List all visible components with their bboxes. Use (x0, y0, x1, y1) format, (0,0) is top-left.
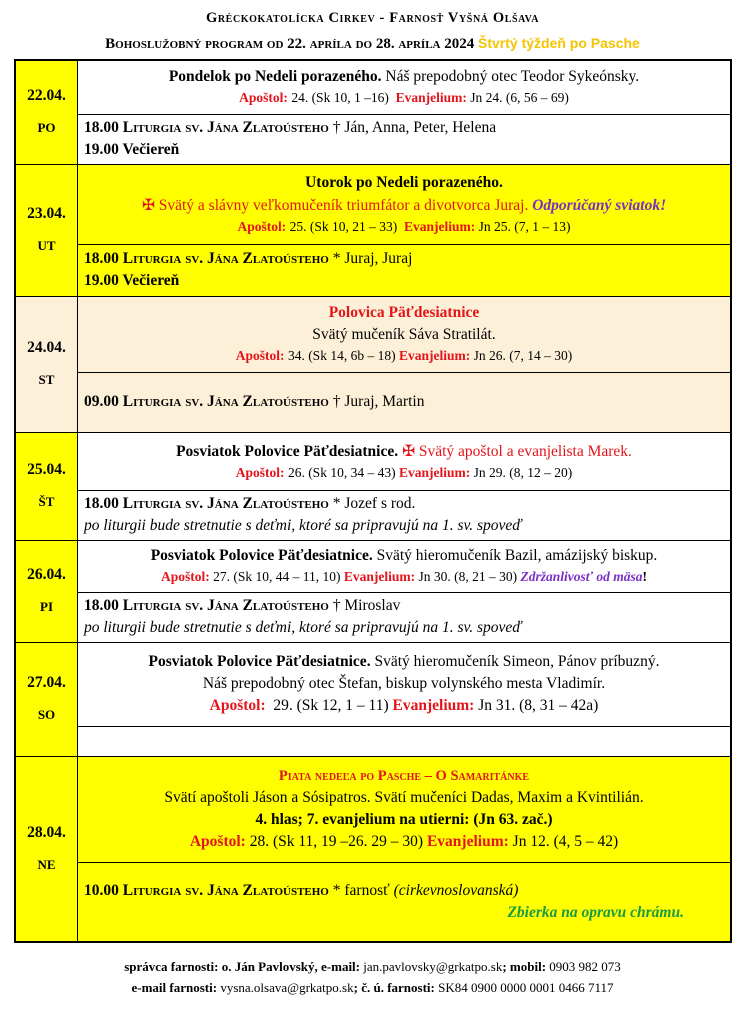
weekday: PI (40, 599, 53, 614)
fast-note: Zdržanlivosť od mäsa (520, 569, 643, 584)
day-info: Posviatok Polovice Päťdesiatnice. Svätý hieromučeník Bazil, amázijský biskup. Apoštol: 27. (Sk 10, 44 – 11, 10) Evanjelium: Jn 30. (8, 21 – 30) Zdržanlivosť od mäsa! (78, 540, 732, 592)
vesper-label: Večiereň (122, 141, 180, 158)
weekday: ŠT (38, 494, 55, 509)
evanjelium-label: Evanjelium: (395, 90, 467, 106)
evanjelium-label: Evanjelium: (392, 697, 475, 714)
day-saint: Svätý apoštol a evanjelista Marek. (418, 442, 632, 460)
weekday: NE (37, 856, 56, 872)
liturgy-label: Liturgia sv. Jána Zlatoústeho (122, 119, 329, 136)
day-title: Posviatok Polovice Päťdesiatnice. (148, 653, 371, 670)
feast-note: Odporúčaný sviatok! (532, 196, 667, 214)
weekday: SO (37, 707, 56, 722)
day-row-monday (15, 60, 731, 114)
footer-parish (0, 980, 745, 996)
day-saint: Svätý hieromučeník Bazil, amázijský biskup. (376, 547, 658, 564)
evanjelium-ref: Jn 25. (7, 1 – 13) (478, 218, 571, 234)
apostol-label: Apoštol: (209, 697, 266, 714)
day-row-sunday (15, 756, 731, 862)
evanjelium-ref: Jn 12. (4, 5 – 42) (512, 833, 619, 850)
services-row (15, 244, 731, 296)
day-saint: Náš prepodobný otec Teodor Sykeónsky. (385, 68, 640, 86)
day-title: Utorok po Nedeli porazeného. (305, 173, 503, 191)
cross-icon: ✠ (141, 195, 155, 214)
date-cell (15, 164, 78, 296)
services (78, 726, 732, 756)
apostol-label: Apoštol: (235, 348, 285, 363)
day-row-tuesday (15, 164, 731, 244)
week-label: Štvrtý týždeň po Pasche (478, 35, 640, 51)
liturgy-time: 09.00 (84, 393, 119, 410)
day-info (78, 432, 732, 490)
date-cell (15, 540, 78, 642)
liturgy-intent: † Ján, Anna, Peter, Helena (332, 119, 497, 136)
evanjelium-ref: Jn 31. (8, 31 – 42a) (478, 697, 599, 714)
services (78, 592, 732, 642)
liturgy-intent: † Juraj, Martin (332, 393, 425, 410)
parish-account: SK84 0900 0000 0001 0466 7117 (438, 980, 614, 995)
day-row-friday (15, 540, 731, 592)
day-saint: Svätý mučeník Sáva Stratilát. (312, 326, 496, 343)
day-row-saturday (15, 642, 731, 726)
liturgy-intent: * Jozef s rod. (332, 495, 416, 512)
date: 22.04. (27, 87, 66, 105)
apostol-label: Apoštol: (237, 218, 287, 234)
date-cell (15, 60, 78, 164)
date: 24.04. (27, 339, 66, 356)
services (78, 372, 732, 432)
tone-line: 4. hlas; 7. evanjelium na utierni: (Jn 63. zač.) (255, 811, 553, 828)
day-title: Piata nedeľa po Pasche – O Samaritánke (278, 768, 530, 784)
apostol-label: Apoštol: (235, 464, 285, 480)
day-info (78, 164, 732, 244)
parish-email-label: e-mail farnosti: (131, 980, 218, 995)
account-label: ; č. ú. farnosti: (353, 980, 435, 995)
day-title: Posviatok Polovice Päťdesiatnice. (150, 547, 373, 564)
children-note: po liturgii bude stretnutie s deťmi, ktoré sa pripravujú na 1. sv. spoveď (84, 517, 522, 534)
evanjelium-ref: Jn 29. (8, 12 – 20) (473, 464, 573, 480)
day-title: Pondelok po Nedeli porazeného. (168, 68, 382, 86)
day-info (78, 60, 732, 114)
apostol-ref: 29. (Sk 12, 1 – 11) (273, 697, 389, 714)
day-title: Posviatok Polovice Päťdesiatnice. (176, 442, 399, 460)
day-row-wednesday (15, 296, 731, 372)
evanjelium-ref: Jn 30. (8, 21 – 30) (418, 569, 518, 584)
day-saint: Svätý a slávny veľkomučeník triumfátor a divotvorca Juraj. (158, 196, 529, 214)
day-title: Polovica Päťdesiatnice (328, 304, 480, 321)
services (78, 244, 732, 296)
services-row (15, 372, 731, 432)
date-cell (15, 642, 78, 756)
footer-admin (0, 959, 745, 975)
date: 23.04. (27, 205, 66, 222)
liturgy-intent: † Miroslav (332, 597, 401, 614)
date-cell (15, 756, 78, 942)
parish-title: Gréckokatolícka Cirkev - Farnosť Vyšná Olšava (205, 10, 540, 26)
liturgy-intent: * Juraj, Juraj (332, 250, 413, 267)
program-period: Bohoslužobný program od 22. apríla do 28. apríla 2024 (105, 36, 475, 52)
admin-email: jan.pavlovsky@grkatpo.sk (363, 959, 503, 974)
services-row-empty (15, 726, 731, 756)
services (78, 490, 732, 540)
evanjelium-label: Evanjelium: (343, 569, 416, 584)
liturgy-language: (cirkevnoslovanská) (393, 881, 519, 899)
liturgy-intent: * farnosť (332, 881, 390, 899)
services-row (15, 490, 731, 540)
children-note: po liturgii bude stretnutie s deťmi, ktoré sa pripravujú na 1. sv. spoveď (84, 619, 522, 636)
apostol-ref: 24. (Sk 10, 1 –16) (291, 90, 389, 106)
date: 28.04. (27, 823, 66, 841)
weekday: ST (38, 372, 55, 387)
apostol-ref: 25. (Sk 10, 21 – 33) (289, 218, 398, 234)
vesper-time: 19.00 (84, 141, 119, 158)
apostol-ref: 27. (Sk 10, 44 – 11, 10) (213, 569, 341, 584)
day-info (78, 296, 732, 372)
weekday: PO (37, 120, 56, 136)
apostol-ref: 28. (Sk 11, 19 –26. 29 – 30) (249, 833, 424, 850)
weekday: UT (37, 238, 56, 253)
liturgy-label: Liturgia sv. Jána Zlatoústeho (122, 597, 329, 614)
cross-icon: ✠ (401, 441, 415, 460)
program-subtitle (0, 35, 745, 53)
services (78, 862, 732, 942)
evanjelium-label: Evanjelium: (398, 464, 471, 480)
admin-mobile: 0903 982 073 (549, 959, 621, 974)
day-info (78, 642, 732, 726)
apostol-ref: 26. (Sk 10, 34 – 43) (287, 464, 396, 480)
parish-email: vysna.olsava@grkatpo.sk (220, 980, 354, 995)
date: 27.04. (27, 674, 66, 691)
apostol-label: Apoštol: (189, 833, 246, 850)
day-info (78, 756, 732, 862)
liturgy-time: 18.00 (84, 495, 119, 512)
evanjelium-ref: Jn 24. (6, 56 – 69) (470, 90, 569, 106)
liturgy-label: Liturgia sv. Jána Zlatoústeho (122, 250, 329, 267)
services-row (15, 592, 731, 642)
liturgy-label: Liturgia sv. Jána Zlatoústeho (122, 881, 329, 899)
liturgy-label: Liturgia sv. Jána Zlatoústeho (122, 393, 329, 410)
liturgy-label: Liturgia sv. Jána Zlatoústeho (122, 495, 329, 512)
date-cell (15, 296, 78, 432)
vesper-label: Večiereň (122, 272, 180, 289)
day-saint-2: Náš prepodobný otec Štefan, biskup volynského mesta Vladimír. (202, 675, 606, 692)
date: 26.04. (27, 566, 66, 583)
day-saint: Svätí apoštoli Jáson a Sósipatros. Svätí mučeníci Dadas, Maxim a Kvintilián. (164, 789, 644, 806)
apostol-ref: 34. (Sk 14, 6b – 18) (287, 348, 396, 363)
collection-note: Zbierka na opravu chrámu. (507, 903, 684, 921)
admin-label: správca farnosti: o. Ján Pavlovský, e-mail: (124, 959, 360, 974)
date-cell (15, 432, 78, 540)
liturgy-time: 18.00 (84, 119, 119, 136)
services-row (15, 862, 731, 942)
services-row (15, 114, 731, 164)
apostol-label: Apoštol: (239, 90, 288, 106)
mobile-label: ; mobil: (502, 959, 547, 974)
apostol-label: Apoštol: (161, 569, 210, 584)
evanjelium-label: Evanjelium: (398, 348, 471, 363)
evanjelium-label: Evanjelium: (404, 218, 476, 234)
liturgy-time: 10.00 (84, 881, 119, 899)
vesper-time: 19.00 (84, 272, 119, 289)
evanjelium-label: Evanjelium: (426, 833, 509, 850)
day-saint: Svätý hieromučeník Simeon, Pánov príbuzný. (374, 653, 660, 670)
schedule-table (14, 59, 732, 943)
date: 25.04. (27, 461, 66, 478)
services (78, 114, 732, 164)
evanjelium-ref: Jn 26. (7, 14 – 30) (473, 348, 573, 363)
day-row-thursday (15, 432, 731, 490)
liturgy-time: 18.00 (84, 250, 119, 267)
liturgy-time: 18.00 (84, 597, 119, 614)
